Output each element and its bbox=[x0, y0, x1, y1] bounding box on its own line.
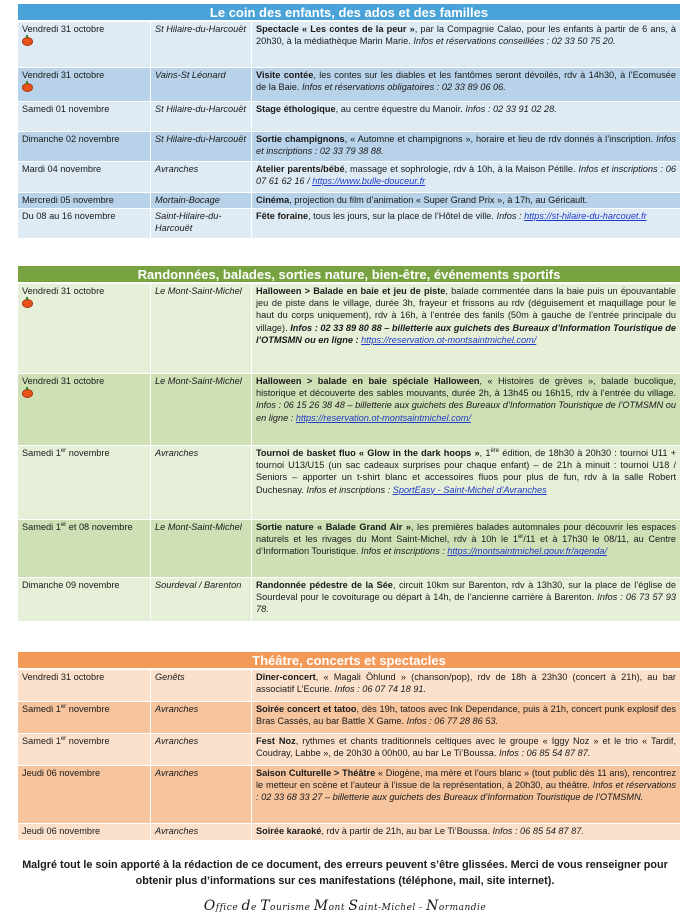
event-description: Sortie champignons, « Automne et champignons », horaire et lieu de rdv donnés à l’inscription. Infos et inscriptions : 02 33 79 38 88. bbox=[252, 132, 681, 162]
table-row bbox=[18, 824, 681, 841]
table-row bbox=[18, 209, 681, 239]
event-date: Jeudi 06 novembre bbox=[18, 766, 151, 824]
event-place: Saint-Hilaire-du-Harcouët bbox=[151, 209, 252, 239]
event-date: Mardi 04 novembre bbox=[18, 162, 151, 193]
event-place: Le Mont-Saint-Michel bbox=[151, 520, 252, 578]
event-date: Samedi 1er et 08 novembre bbox=[18, 520, 151, 578]
event-place: Avranches bbox=[151, 824, 252, 841]
event-description: Soirée concert et tatoo, dès 19h, tatoos avec Ink Dependance, puis à 21h, concert punk explosif des Bras Cassés, au bar Battle X Game. Infos : 06 77 28 86 53. bbox=[252, 702, 681, 734]
event-date: Samedi 1er novembre bbox=[18, 446, 151, 520]
events-table bbox=[17, 669, 681, 841]
event-date: Dimanche 02 novembre bbox=[18, 132, 151, 162]
event-link[interactable]: https://st-hilaire-du-harcouet.fr bbox=[524, 211, 647, 221]
event-link[interactable]: https://www.bulle-douceur.fr bbox=[312, 176, 426, 187]
event-description: Spectacle « Les contes de la peur », par la Compagnie Calao, pour les enfants à partir de 6 ans, à 20h30, à la médiathèque Marin Marie. Infos et réservations conseillées : 02 33 50 75 20. bbox=[252, 22, 681, 68]
event-description: Visite contée, les contes sur les diables et les fantômes seront dévoilés, rdv à 14h30, à l’Ecomusée de la Baie. Infos et réservations obligatoires : 02 33 89 06 06. bbox=[252, 68, 681, 102]
event-place: Genêts bbox=[151, 670, 252, 702]
disclaimer: Malgré tout le soin apporté à la rédaction de ce document, des erreurs peuvent s’être glissées. Merci de vous renseigner pour obtenir plus d’informations sur ces manifestations (téléphone, mail, site internet). bbox=[22, 859, 668, 887]
event-description: Dîner-concert, « Magali Öhlund » (chanson/pop), rdv de 18h à 23h30 (concert à 21h), au bar associatif L’Ecurie. Infos : 06 07 74 18 91. bbox=[252, 670, 681, 702]
event-place: Avranches bbox=[151, 446, 252, 520]
event-date: Samedi 01 novembre bbox=[18, 102, 151, 132]
event-description: Cinéma, projection du film d’animation « Super Grand Prix », à 17h, au Géricault. bbox=[252, 193, 681, 209]
pumpkin-icon bbox=[22, 37, 33, 46]
event-description: Randonnée pédestre de la Sée, circuit 10km sur Barenton, rdv à 13h30, sur la place de l’église de Sourdeval pour le covoiturage ou départ à 14h, de l’ancienne carrière à Barenton. Infos : 06 73 57 93 78. bbox=[252, 578, 681, 622]
table-row bbox=[18, 766, 681, 824]
event-date: Vendredi 31 octobre bbox=[22, 376, 105, 386]
event-description: Fest Noz, rythmes et chants traditionnels celtiques avec le groupe « Iggy Noz » et le trio « Tardif, Coudray, Labbe », de 20h30 à 00h00, au bar Le Ti’Boussa. Infos : 06 85 54 87 87. bbox=[252, 734, 681, 766]
table-row bbox=[18, 193, 681, 209]
event-description: Halloween > Balade en baie et jeu de piste, balade commentée dans la baie puis un épouvantable jeu de piste dans le village, durée 3h, frayeur et frissons au rdv (déguisement et maquillage pour le haut du corps uniquement), rdv à 16h, à l’entrée des fanils (50m à gauche de l’entrée principale du village). Infos : 02 33 89 80 88 – billetterie aux guichets des Bureaux d’Information Touristique de l’OTMSMN ou en ligne : https://reservation.ot-montsaintmichel.com/ bbox=[252, 284, 681, 374]
section-title: Le coin des enfants, des ados et des familles bbox=[17, 3, 681, 21]
event-date: Vendredi 31 octobre bbox=[22, 24, 105, 34]
event-description: Sortie nature « Balade Grand Air », les premières balades automnales pour découvrir les espaces naturels et les rivages du Mont Saint-Michel, rdv à 10h le 1er/11 et à 17h30 le 08/11, au Centre d’Information Touristique. Infos et inscriptions : https://montsaintmichel.gouv.fr/agenda/ bbox=[252, 520, 681, 578]
event-date: Samedi 1er novembre bbox=[18, 702, 151, 734]
event-place: St Hilaire-du-Harcouët bbox=[151, 102, 252, 132]
section-outdoor bbox=[17, 265, 681, 622]
event-date: Vendredi 31 octobre bbox=[22, 286, 105, 296]
table-row bbox=[18, 578, 681, 622]
event-place: Sourdeval / Barenton bbox=[151, 578, 252, 622]
signature: Office de Tourisme Mont Saint-Michel - Normandie bbox=[203, 898, 487, 914]
table-row bbox=[18, 670, 681, 702]
event-description: Soirée karaoké, rdv à partir de 21h, au bar Le Ti’Boussa. Infos : 06 85 54 87 87. bbox=[252, 824, 681, 841]
event-date: Dimanche 09 novembre bbox=[18, 578, 151, 622]
pumpkin-icon bbox=[22, 83, 33, 92]
event-date: Vendredi 31 octobre bbox=[18, 670, 151, 702]
event-place: Avranches bbox=[151, 766, 252, 824]
section-shows bbox=[17, 651, 681, 841]
event-date: Mercredi 05 novembre bbox=[18, 193, 151, 209]
table-row bbox=[18, 284, 681, 374]
table-row bbox=[18, 162, 681, 193]
event-description: Stage éthologique, au centre équestre du Manoir. Infos : 02 33 91 02 28. bbox=[252, 102, 681, 132]
event-link[interactable]: https://reservation.ot-montsaintmichel.com/ bbox=[361, 334, 537, 345]
table-row bbox=[18, 102, 681, 132]
event-description: Tournoi de basket fluo « Glow in the dark hoops », 1ère édition, de 18h30 à 20h30 : tournoi U11 + tournoi U13/U15 (un sac cadeaux surprises pour chaque enfant) – de 21h à minuit : tournoi U18 / Seniors – apporter un t-shirt blanc et accessoires fluos pour plus de fun, rdv à la salle Robert Duchesnay. Infos et inscriptions : SportEasy - Saint-Michel d’Avranches bbox=[252, 446, 681, 520]
event-description: Atelier parents/bébé, massage et sophrologie, rdv à 10h, à la Maison Pétille. Infos et inscriptions : 06 07 61 62 16 / https://www.bulle-douceur.fr bbox=[252, 162, 681, 193]
event-place: Avranches bbox=[151, 734, 252, 766]
event-place: Le Mont-Saint-Michel bbox=[151, 284, 252, 374]
event-link[interactable]: https://montsaintmichel.gouv.fr/agenda/ bbox=[447, 546, 608, 557]
event-link[interactable]: SportEasy - Saint-Michel d’Avranches bbox=[392, 484, 547, 495]
event-place: St Hilaire-du-Harcouët bbox=[151, 22, 252, 68]
event-date: Vendredi 31 octobre bbox=[22, 70, 105, 80]
section-title: Randonnées, balades, sorties nature, bien-être, événements sportifs bbox=[17, 265, 681, 283]
event-date: Du 08 au 16 novembre bbox=[18, 209, 151, 239]
table-row bbox=[18, 446, 681, 520]
events-table bbox=[17, 283, 681, 622]
event-date: Samedi 1er novembre bbox=[18, 734, 151, 766]
table-row bbox=[18, 22, 681, 68]
table-row bbox=[18, 132, 681, 162]
event-place: Mortain-Bocage bbox=[151, 193, 252, 209]
table-row bbox=[18, 520, 681, 578]
table-row bbox=[18, 68, 681, 102]
events-table bbox=[17, 21, 681, 239]
event-place: Le Mont-Saint-Michel bbox=[151, 374, 252, 446]
event-link[interactable]: https://reservation.ot-montsaintmichel.com/ bbox=[295, 412, 471, 423]
pumpkin-icon bbox=[22, 299, 33, 308]
table-row bbox=[18, 734, 681, 766]
event-place: Avranches bbox=[151, 162, 252, 193]
section-title: Théâtre, concerts et spectacles bbox=[17, 651, 681, 669]
pumpkin-icon bbox=[22, 389, 33, 398]
event-description: Fête foraine, tous les jours, sur la place de l’Hôtel de ville. Infos : https://st-hilaire-du-harcouet.fr bbox=[252, 209, 681, 239]
event-description: Saison Culturelle > Théâtre « Diogène, ma mère et l’ours blanc » (tout public dès 11 ans), rencontrez le metteur en scène et l’auteur à l’issue de la représentation, à 20h30, au théâtre. Infos et réservations : 02 33 68 33 27 – billetterie aux guichets des Bureaux d’Information Touristique de l’OTMSMN. bbox=[252, 766, 681, 824]
section-kids bbox=[17, 3, 681, 239]
table-row bbox=[18, 702, 681, 734]
event-place: Vains-St Léonard bbox=[151, 68, 252, 102]
event-place: St Hilaire-du-Harcouët bbox=[151, 132, 252, 162]
event-description: Halloween > balade en baie spéciale Halloween, « Histoires de grèves », balade bucolique, historique et découverte des sables mouvants, durée 2h, à 13h45 ou 16h15, rdv à l’entrée du village. Infos : 06 15 26 38 48 – billetterie aux guichets des Bureaux d’Information Touristique de l’OTMSMN ou en ligne : https://reservation.ot-montsaintmichel.com/ bbox=[252, 374, 681, 446]
event-date: Jeudi 06 novembre bbox=[18, 824, 151, 841]
event-place: Avranches bbox=[151, 702, 252, 734]
table-row bbox=[18, 374, 681, 446]
